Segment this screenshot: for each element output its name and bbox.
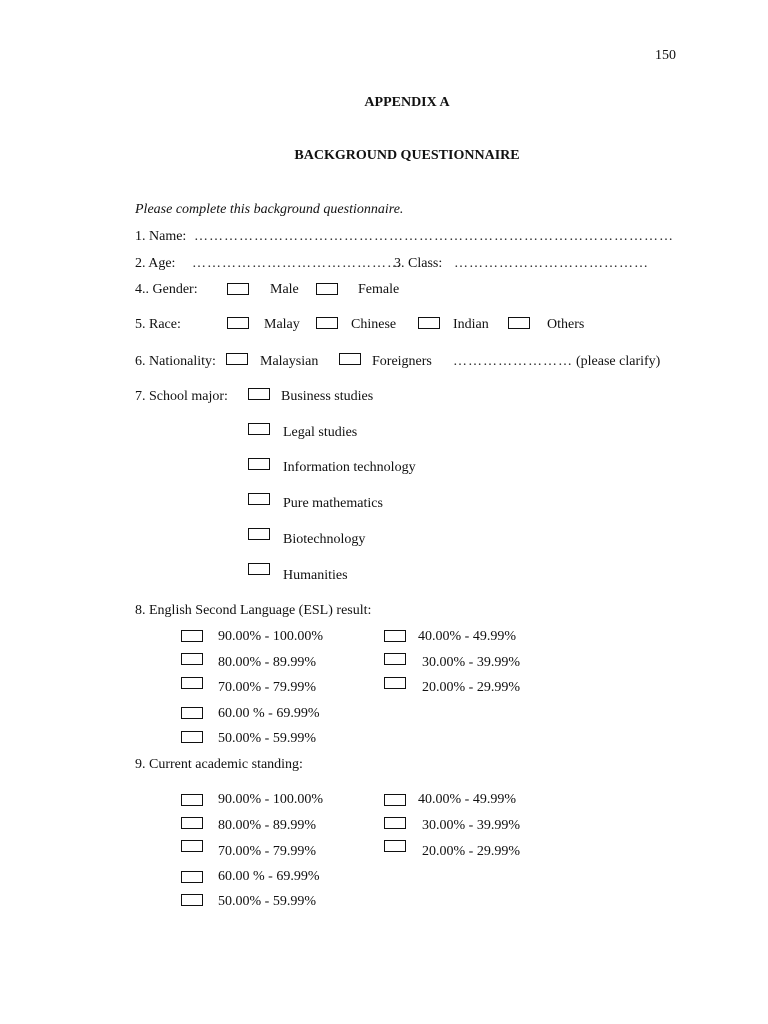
q2-age-label: 2. Age:: [135, 256, 176, 271]
q9-option: 70.00% - 79.99%: [218, 844, 316, 859]
questionnaire-title: BACKGROUND QUESTIONNAIRE: [294, 148, 520, 163]
q9-option: 20.00% - 29.99%: [422, 844, 520, 859]
q8-checkbox[interactable]: [384, 653, 406, 665]
q6-clarify-text: (please clarify): [576, 354, 661, 369]
q1-name-label: 1. Name:: [135, 229, 187, 244]
q9-checkbox[interactable]: [384, 817, 406, 829]
q9-option: 50.00% - 59.99%: [218, 894, 316, 909]
q5-others-checkbox[interactable]: [508, 317, 530, 329]
q9-checkbox[interactable]: [384, 794, 406, 806]
q9-checkbox[interactable]: [181, 794, 203, 806]
q9-option: 30.00% - 39.99%: [422, 818, 520, 833]
q9-option: 60.00 % - 69.99%: [218, 869, 320, 884]
q7-option: Pure mathematics: [283, 496, 383, 511]
q8-option: 50.00% - 59.99%: [218, 731, 316, 746]
q4-male-checkbox[interactable]: [227, 283, 249, 295]
q7-checkbox[interactable]: [248, 388, 270, 400]
q8-checkbox[interactable]: [181, 731, 203, 743]
q9-checkbox[interactable]: [181, 871, 203, 883]
q7-checkbox[interactable]: [248, 528, 270, 540]
q5-chinese-option: Chinese: [351, 317, 397, 332]
q8-esl-label: 8. English Second Language (ESL) result:: [135, 603, 372, 618]
q8-option: 40.00% - 49.99%: [418, 629, 516, 644]
q9-checkbox[interactable]: [181, 840, 203, 852]
q4-female-checkbox[interactable]: [316, 283, 338, 295]
q7-checkbox[interactable]: [248, 458, 270, 470]
q3-class-label: 3. Class:: [394, 256, 443, 271]
q8-checkbox[interactable]: [181, 653, 203, 665]
q8-option: 70.00% - 79.99%: [218, 680, 316, 695]
q7-checkbox[interactable]: [248, 493, 270, 505]
page-number: 150: [655, 48, 676, 63]
q7-option: Business studies: [281, 389, 374, 404]
q1-name-field[interactable]: ……………………………………………………………………………………: [194, 229, 674, 244]
q7-option: Biotechnology: [283, 532, 366, 547]
q5-indian-checkbox[interactable]: [418, 317, 440, 329]
q9-checkbox[interactable]: [384, 840, 406, 852]
q9-checkbox[interactable]: [181, 894, 203, 906]
q6-foreigners-option: Foreigners: [372, 354, 432, 369]
appendix-heading: APPENDIX A: [364, 95, 450, 110]
q8-checkbox[interactable]: [384, 630, 406, 642]
q8-option: 80.00% - 89.99%: [218, 655, 316, 670]
q4-gender-label: 4.. Gender:: [135, 282, 198, 297]
q7-option: Humanities: [283, 568, 348, 583]
q6-foreigners-checkbox[interactable]: [339, 353, 361, 365]
q8-option: 20.00% - 29.99%: [422, 680, 520, 695]
q6-malaysian-checkbox[interactable]: [226, 353, 248, 365]
q5-malay-checkbox[interactable]: [227, 317, 249, 329]
q5-malay-option: Malay: [264, 317, 300, 332]
q2-age-field[interactable]: ……………………………………: [192, 256, 402, 271]
q7-school-major-label: 7. School major:: [135, 389, 228, 404]
q7-checkbox[interactable]: [248, 423, 270, 435]
q4-male-option: Male: [270, 282, 299, 297]
q6-nationality-label: 6. Nationality:: [135, 354, 216, 369]
q6-clarify-field[interactable]: ……………………: [453, 354, 573, 369]
instruction-text: Please complete this background questionnaire.: [135, 202, 404, 217]
q4-female-option: Female: [358, 282, 400, 297]
q5-chinese-checkbox[interactable]: [316, 317, 338, 329]
q9-option: 80.00% - 89.99%: [218, 818, 316, 833]
q8-option: 60.00 % - 69.99%: [218, 706, 320, 721]
q9-academic-standing-label: 9. Current academic standing:: [135, 757, 303, 772]
q8-checkbox[interactable]: [384, 677, 406, 689]
q8-checkbox[interactable]: [181, 707, 203, 719]
q9-checkbox[interactable]: [181, 817, 203, 829]
q8-checkbox[interactable]: [181, 677, 203, 689]
q3-class-field[interactable]: …………………………………: [454, 256, 649, 271]
q5-others-option: Others: [547, 317, 585, 332]
q8-option: 30.00% - 39.99%: [422, 655, 520, 670]
q9-option: 40.00% - 49.99%: [418, 792, 516, 807]
q6-malaysian-option: Malaysian: [260, 354, 319, 369]
q8-option: 90.00% - 100.00%: [218, 629, 323, 644]
q7-checkbox[interactable]: [248, 563, 270, 575]
q8-checkbox[interactable]: [181, 630, 203, 642]
q7-option: Legal studies: [283, 425, 358, 440]
q9-option: 90.00% - 100.00%: [218, 792, 323, 807]
q5-indian-option: Indian: [453, 317, 489, 332]
q5-race-label: 5. Race:: [135, 317, 181, 332]
q7-option: Information technology: [283, 460, 416, 475]
